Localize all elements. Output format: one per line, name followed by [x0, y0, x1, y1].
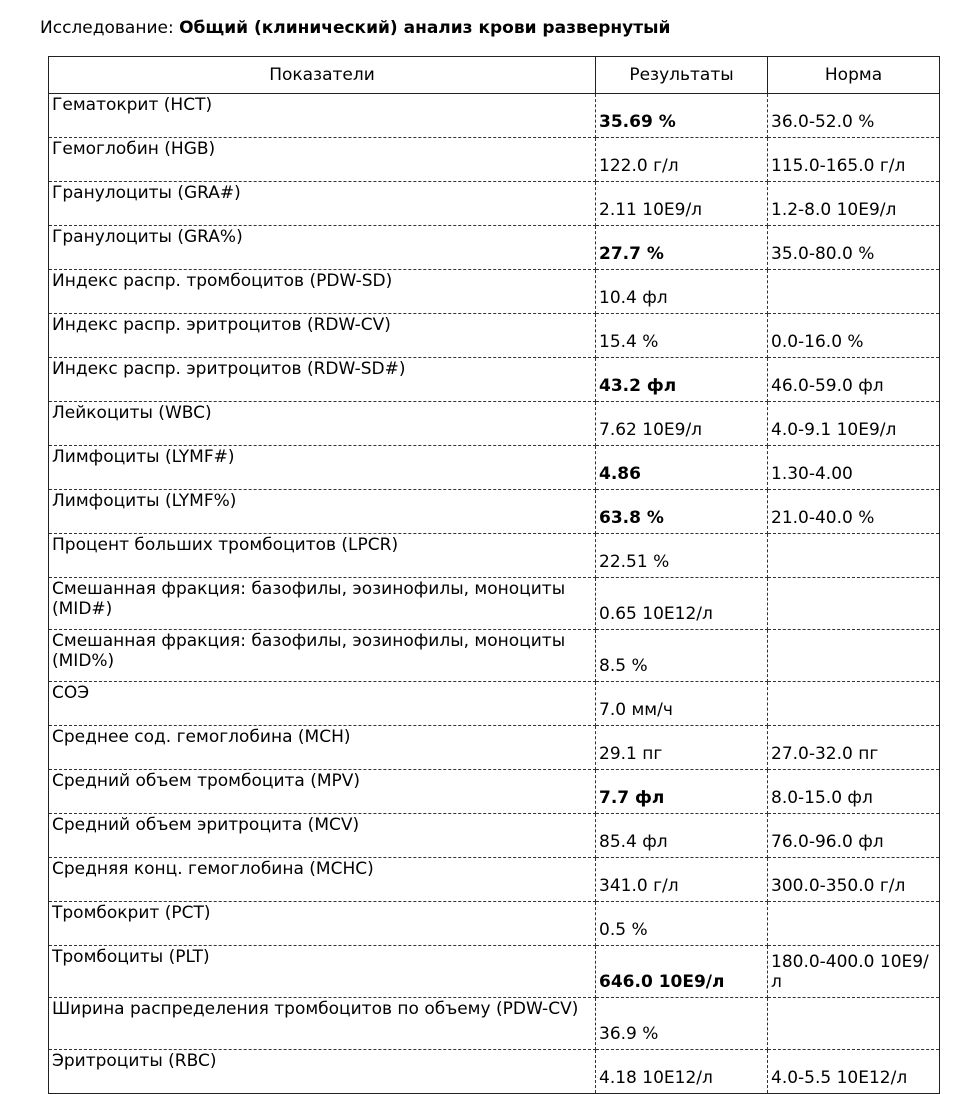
table-row: [49, 402, 940, 446]
norm-cell: 115.0-165.0 г/л: [768, 138, 940, 182]
result-cell: 27.7 %: [596, 226, 768, 270]
indicator-cell: Процент больших тромбоцитов (LPCR): [49, 534, 596, 578]
indicator-cell: Индекс распр. тромбоцитов (PDW-SD): [49, 270, 596, 314]
indicator-cell: Средний объем тромбоцита (MPV): [49, 770, 596, 814]
header-indicators: Показатели: [49, 57, 596, 94]
table-row: [49, 138, 940, 182]
norm-cell: [768, 270, 940, 314]
table-row: [49, 946, 940, 998]
result-cell: 122.0 г/л: [596, 138, 768, 182]
indicator-cell: Средняя конц. гемоглобина (MCHC): [49, 858, 596, 902]
indicator-cell: Индекс распр. эритроцитов (RDW-SD#): [49, 358, 596, 402]
norm-cell: [768, 998, 940, 1050]
norm-cell: 4.0-9.1 10E9/л: [768, 402, 940, 446]
header-norm: Норма: [768, 57, 940, 94]
table-row: [49, 726, 940, 770]
result-cell: 2.11 10E9/л: [596, 182, 768, 226]
table-row: [49, 1050, 940, 1094]
norm-cell: 21.0-40.0 %: [768, 490, 940, 534]
norm-cell: [768, 534, 940, 578]
table-row: [49, 682, 940, 726]
table-row: [49, 534, 940, 578]
indicator-cell: Смешанная фракция: базофилы, эозинофилы, моноциты (MID#): [49, 578, 596, 630]
table-header-row: [49, 57, 940, 94]
result-cell: 0.5 %: [596, 902, 768, 946]
indicator-cell: Средний объем эритроцита (MCV): [49, 814, 596, 858]
result-cell: 35.69 %: [596, 94, 768, 138]
study-label: Исследование:: [40, 18, 174, 38]
table-row: [49, 94, 940, 138]
header-results: Результаты: [596, 57, 768, 94]
table-row: [49, 270, 940, 314]
norm-cell: 1.2-8.0 10E9/л: [768, 182, 940, 226]
result-cell: 0.65 10E12/л: [596, 578, 768, 630]
result-cell: 15.4 %: [596, 314, 768, 358]
indicator-cell: Гемоглобин (HGB): [49, 138, 596, 182]
result-cell: 4.18 10E12/л: [596, 1050, 768, 1094]
norm-cell: 35.0-80.0 %: [768, 226, 940, 270]
norm-cell: 27.0-32.0 пг: [768, 726, 940, 770]
result-cell: 7.62 10E9/л: [596, 402, 768, 446]
table-row: [49, 358, 940, 402]
result-cell: 36.9 %: [596, 998, 768, 1050]
table-row: [49, 578, 940, 630]
study-title: [40, 18, 670, 38]
indicator-cell: Ширина распределения тромбоцитов по объему (PDW-CV): [49, 998, 596, 1050]
result-cell: 341.0 г/л: [596, 858, 768, 902]
table-row: [49, 902, 940, 946]
indicator-cell: Лейкоциты (WBC): [49, 402, 596, 446]
norm-cell: [768, 578, 940, 630]
result-cell: 43.2 фл: [596, 358, 768, 402]
table-row: [49, 490, 940, 534]
table-row: [49, 446, 940, 490]
norm-cell: [768, 902, 940, 946]
indicator-cell: Гематокрит (HCT): [49, 94, 596, 138]
norm-cell: 8.0-15.0 фл: [768, 770, 940, 814]
table-row: [49, 226, 940, 270]
result-cell: 85.4 фл: [596, 814, 768, 858]
table-row: [49, 630, 940, 682]
norm-cell: 300.0-350.0 г/л: [768, 858, 940, 902]
table-row: [49, 314, 940, 358]
result-cell: 29.1 пг: [596, 726, 768, 770]
indicator-cell: Тромбокрит (PCT): [49, 902, 596, 946]
table-row: [49, 858, 940, 902]
norm-cell: 36.0-52.0 %: [768, 94, 940, 138]
table-row: [49, 998, 940, 1050]
result-cell: 63.8 %: [596, 490, 768, 534]
indicator-cell: Тромбоциты (PLT): [49, 946, 596, 998]
table-row: [49, 182, 940, 226]
results-table: [48, 56, 940, 1094]
result-cell: 10.4 фл: [596, 270, 768, 314]
indicator-cell: Гранулоциты (GRA#): [49, 182, 596, 226]
result-cell: 7.7 фл: [596, 770, 768, 814]
indicator-cell: Лимфоциты (LYMF%): [49, 490, 596, 534]
norm-cell: 1.30-4.00: [768, 446, 940, 490]
indicator-cell: Индекс распр. эритроцитов (RDW-CV): [49, 314, 596, 358]
norm-cell: [768, 682, 940, 726]
indicator-cell: Лимфоциты (LYMF#): [49, 446, 596, 490]
result-cell: 7.0 мм/ч: [596, 682, 768, 726]
indicator-cell: Среднее сод. гемоглобина (MCH): [49, 726, 596, 770]
study-name: Общий (клинический) анализ крови развернутый: [179, 18, 671, 38]
result-cell: 8.5 %: [596, 630, 768, 682]
indicator-cell: Гранулоциты (GRA%): [49, 226, 596, 270]
table-row: [49, 770, 940, 814]
norm-cell: [768, 630, 940, 682]
norm-cell: 46.0-59.0 фл: [768, 358, 940, 402]
norm-cell: 180.0-400.0 10E9/л: [768, 946, 940, 998]
result-cell: 646.0 10E9/л: [596, 946, 768, 998]
norm-cell: 0.0-16.0 %: [768, 314, 940, 358]
indicator-cell: Смешанная фракция: базофилы, эозинофилы, моноциты (MID%): [49, 630, 596, 682]
indicator-cell: СОЭ: [49, 682, 596, 726]
table-row: [49, 814, 940, 858]
result-cell: 4.86: [596, 446, 768, 490]
result-cell: 22.51 %: [596, 534, 768, 578]
norm-cell: 4.0-5.5 10E12/л: [768, 1050, 940, 1094]
indicator-cell: Эритроциты (RBC): [49, 1050, 596, 1094]
norm-cell: 76.0-96.0 фл: [768, 814, 940, 858]
